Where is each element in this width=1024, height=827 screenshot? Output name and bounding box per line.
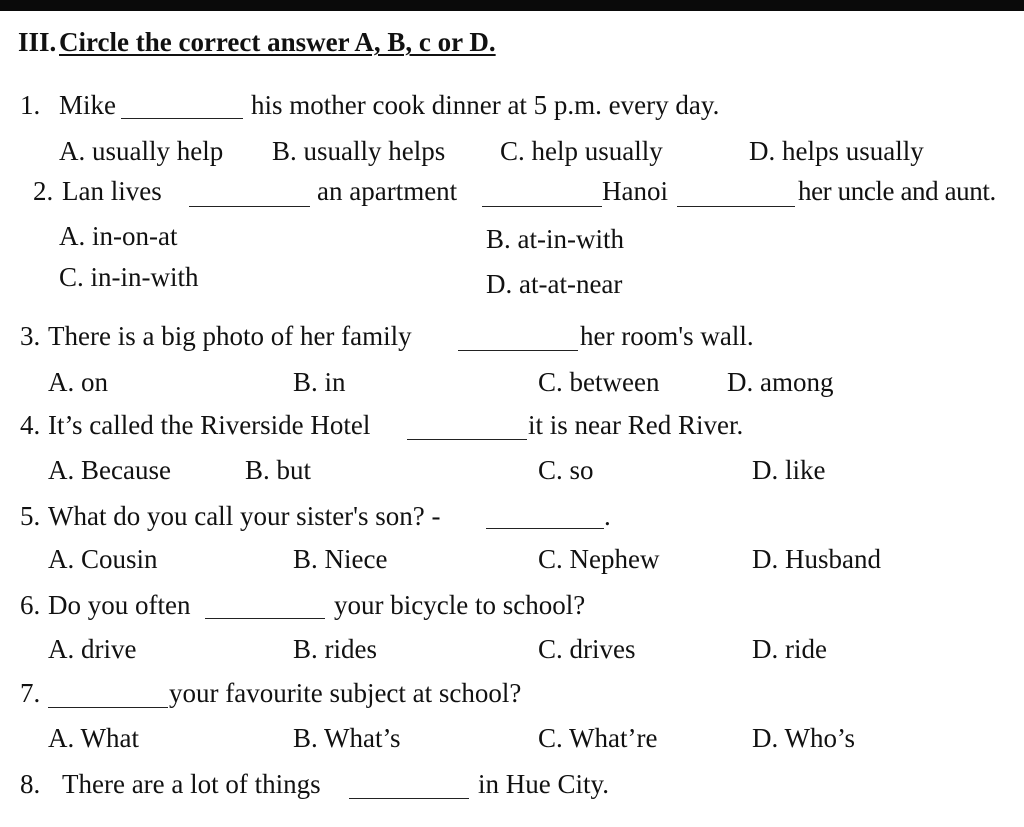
option-a[interactable]: A. Because [48, 455, 171, 485]
answer-blank[interactable] [486, 528, 604, 529]
section-number: III. [18, 27, 57, 57]
option-a[interactable]: A. drive [48, 634, 137, 664]
question-text: his mother cook dinner at 5 p.m. every day. [251, 90, 720, 120]
option-b[interactable]: B. usually helps [272, 136, 446, 166]
question-number: 7. [20, 678, 41, 708]
option-a[interactable]: A. What [48, 723, 139, 753]
option-b[interactable]: B. Niece [293, 544, 388, 574]
question-number: 4. [20, 410, 41, 440]
option-d[interactable]: D. at-at-near [486, 269, 623, 299]
option-c[interactable]: C. drives [538, 634, 636, 664]
question-text: her uncle and aunt. [798, 176, 996, 206]
option-b[interactable]: B. rides [293, 634, 377, 664]
question-number: 8. [20, 769, 41, 799]
option-b[interactable]: B. in [293, 367, 346, 397]
option-a[interactable]: A. usually help [59, 136, 224, 166]
answer-blank[interactable] [48, 707, 168, 708]
option-a[interactable]: A. Cousin [48, 544, 158, 574]
question-text: it is near Red River. [528, 410, 744, 440]
option-a[interactable]: A. in-on-at [59, 221, 178, 251]
option-c[interactable]: C. Nephew [538, 544, 660, 574]
question-text: What do you call your sister's son? - [48, 501, 441, 531]
question-text: Mike [59, 90, 116, 120]
option-d[interactable]: D. helps usually [749, 136, 924, 166]
question-number: 2. [33, 176, 54, 206]
option-d[interactable]: D. among [727, 367, 834, 397]
top-bar [0, 0, 1024, 11]
option-c[interactable]: C. in-in-with [59, 262, 199, 292]
option-d[interactable]: D. Husband [752, 544, 881, 574]
option-d[interactable]: D. ride [752, 634, 827, 664]
question-text: Lan lives [62, 176, 162, 206]
answer-blank[interactable] [677, 206, 795, 207]
question-number: 5. [20, 501, 41, 531]
question-number: 1. [20, 90, 41, 120]
answer-blank[interactable] [205, 618, 325, 619]
option-b[interactable]: B. at-in-with [486, 224, 624, 254]
answer-blank[interactable] [121, 118, 243, 119]
section-instruction: Circle the correct answer A, B, c or D. [59, 27, 496, 57]
answer-blank[interactable] [482, 206, 602, 207]
question-text: Hanoi [602, 176, 668, 206]
option-d[interactable]: D. like [752, 455, 826, 485]
question-text: Do you often [48, 590, 191, 620]
answer-blank[interactable] [458, 350, 578, 351]
option-d[interactable]: D. Who’s [752, 723, 856, 753]
question-text: in Hue City. [478, 769, 609, 799]
option-a[interactable]: A. on [48, 367, 108, 397]
question-text: . [604, 501, 611, 531]
question-text: her room's wall. [580, 321, 754, 351]
question-text: an apartment [317, 176, 458, 206]
question-number: 6. [20, 590, 41, 620]
question-text: your favourite subject at school? [169, 678, 522, 708]
option-c[interactable]: C. between [538, 367, 660, 397]
option-b[interactable]: B. What’s [293, 723, 401, 753]
option-c[interactable]: C. help usually [500, 136, 663, 166]
question-text: It’s called the Riverside Hotel [48, 410, 371, 440]
answer-blank[interactable] [407, 439, 527, 440]
option-c[interactable]: C. What’re [538, 723, 658, 753]
question-number: 3. [20, 321, 41, 351]
option-c[interactable]: C. so [538, 455, 594, 485]
question-text: There are a lot of things [62, 769, 321, 799]
answer-blank[interactable] [349, 798, 469, 799]
answer-blank[interactable] [189, 206, 310, 207]
option-b[interactable]: B. but [245, 455, 312, 485]
question-text: There is a big photo of her family [48, 321, 412, 351]
question-text: your bicycle to school? [334, 590, 586, 620]
